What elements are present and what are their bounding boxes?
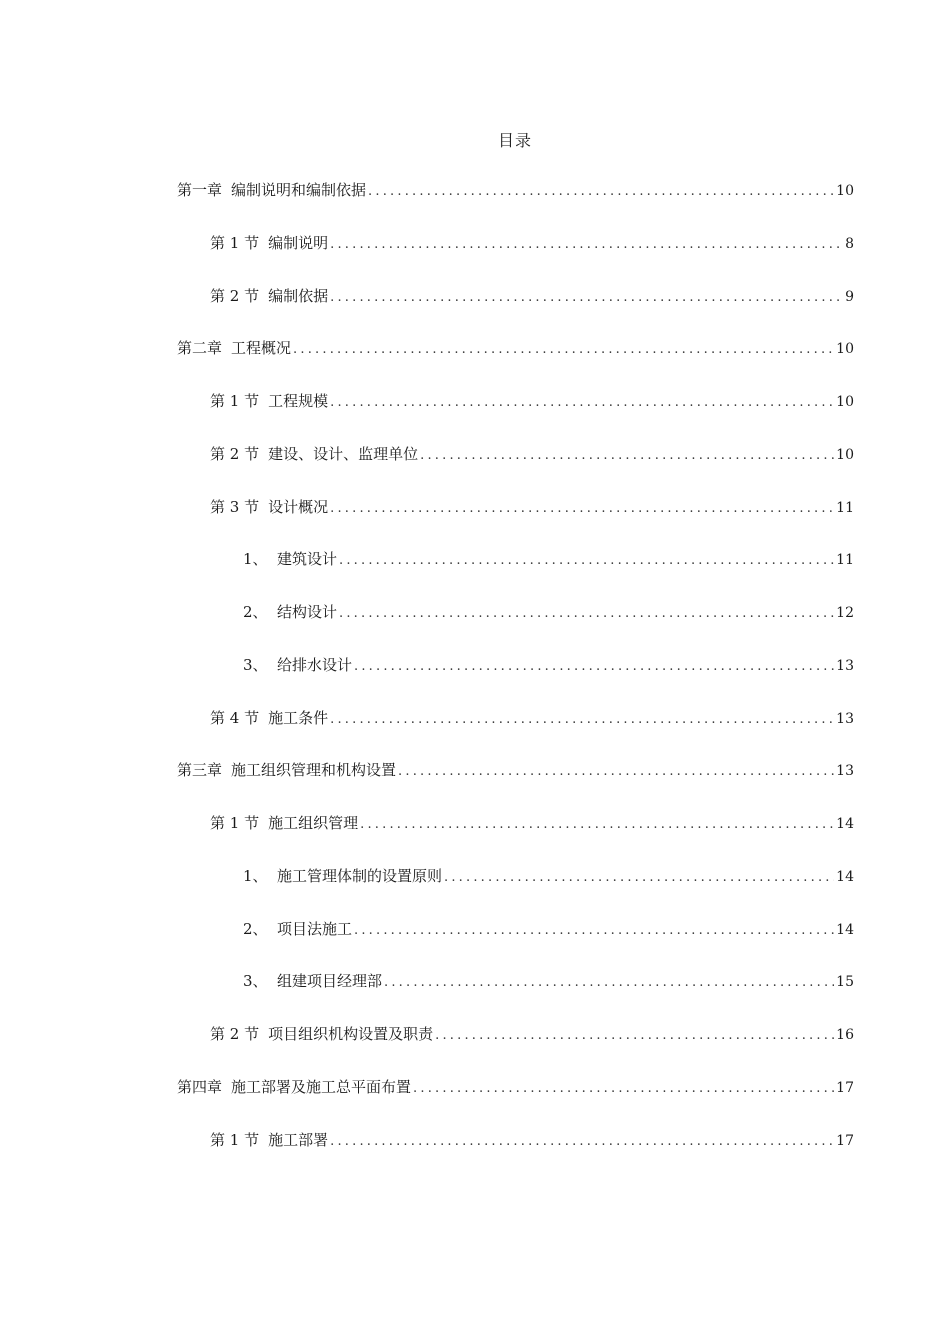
toc-entry-text: 建设、设计、监理单位 — [268, 444, 419, 463]
toc-entry-page-number: 16 — [836, 1027, 854, 1043]
toc-entry-text: 编制说明和编制依据 — [231, 181, 367, 199]
toc-entry-text: 工程规模 — [268, 392, 329, 410]
toc-entry-prefix: 第 1 节 — [210, 392, 260, 410]
toc-entry-prefix: 第一章 — [177, 181, 223, 199]
toc-entry-prefix: 1、 — [243, 550, 268, 569]
toc-entry-page-number: 14 — [836, 816, 854, 832]
toc-entry-section[interactable] — [0, 286, 950, 339]
dot-leader — [330, 710, 834, 730]
dot-leader — [330, 1132, 834, 1152]
toc-entry-text: 给排水设计 — [277, 655, 353, 674]
toc-entry-subsection[interactable] — [0, 549, 950, 602]
toc-entry-prefix: 第 1 节 — [210, 233, 260, 252]
toc-entry-section[interactable] — [0, 233, 950, 286]
toc-entry-subsection[interactable] — [0, 655, 950, 708]
toc-entry-prefix: 第 1 节 — [210, 814, 260, 832]
toc-entry-page-number: 11 — [836, 499, 854, 516]
toc-entry-page-number: 14 — [836, 868, 854, 885]
toc-entry-text: 建筑设计 — [277, 550, 338, 569]
toc-entry-page-number: 10 — [836, 446, 854, 463]
toc-entry-prefix: 第 2 节 — [210, 444, 260, 463]
toc-entry-page-number: 13 — [836, 710, 854, 727]
dot-leader — [330, 235, 843, 255]
toc-entry-section[interactable] — [0, 391, 950, 444]
toc-entry-text: 结构设计 — [277, 603, 338, 621]
toc-entry-text: 工程概况 — [231, 339, 292, 358]
toc-entry-prefix: 第 2 节 — [210, 1025, 260, 1043]
toc-entry-section[interactable] — [0, 813, 950, 866]
dot-leader — [360, 815, 834, 835]
toc-entry-text: 项目组织机构设置及职责 — [268, 1025, 434, 1043]
toc-entry-chapter-3[interactable] — [0, 760, 950, 813]
toc-entry-prefix: 1、 — [243, 866, 268, 885]
toc-entry-text: 组建项目经理部 — [277, 972, 383, 991]
toc-entry-section[interactable] — [0, 444, 950, 497]
toc-entry-page-number: 14 — [836, 921, 854, 938]
dot-leader — [398, 762, 834, 782]
dot-leader — [339, 604, 834, 624]
toc-entry-page-number: 17 — [836, 1132, 854, 1149]
toc-entry-subsection[interactable] — [0, 602, 950, 655]
dot-leader — [368, 182, 834, 202]
toc-entry-text: 编制说明 — [268, 233, 329, 252]
dot-leader — [339, 551, 834, 571]
toc-entry-prefix: 第 2 节 — [210, 286, 260, 305]
toc-entry-text: 施工部署及施工总平面布置 — [231, 1077, 412, 1096]
toc-entry-prefix: 第 3 节 — [210, 497, 260, 516]
toc-entry-text: 施工部署 — [268, 1130, 329, 1149]
toc-entry-text: 编制依据 — [268, 286, 329, 305]
toc-title: 目录 — [497, 131, 532, 150]
toc-entry-page-number: 10 — [836, 341, 854, 358]
dot-leader — [354, 657, 834, 677]
toc-entry-page-number: 15 — [836, 974, 854, 991]
dot-leader — [444, 868, 834, 888]
dot-leader — [330, 499, 834, 519]
toc-entry-page-number: 10 — [836, 394, 854, 410]
toc-entry-section[interactable] — [0, 1024, 950, 1077]
toc-entry-page-number: 10 — [836, 183, 854, 199]
toc-entry-section[interactable] — [0, 497, 950, 550]
toc-entry-text: 施工组织管理和机构设置 — [231, 761, 397, 780]
toc-entry-chapter-1[interactable] — [0, 180, 950, 233]
toc-entry-chapter-2[interactable] — [0, 338, 950, 391]
toc-entry-prefix: 第三章 — [177, 761, 223, 780]
toc-entry-section[interactable] — [0, 708, 950, 761]
dot-leader — [435, 1026, 834, 1046]
toc-entry-subsection[interactable] — [0, 919, 950, 972]
toc-entry-text: 施工条件 — [268, 708, 329, 727]
toc-entry-prefix: 第 4 节 — [210, 708, 260, 727]
dot-leader — [413, 1079, 834, 1099]
toc-entry-chapter-4[interactable] — [0, 1077, 950, 1130]
toc-entry-prefix: 第四章 — [177, 1077, 223, 1096]
toc-entry-prefix: 第 1 节 — [210, 1130, 260, 1149]
toc-entry-section[interactable] — [0, 1130, 950, 1183]
toc-list — [0, 180, 950, 1182]
toc-entry-page-number: 13 — [836, 657, 854, 674]
dot-leader — [330, 393, 834, 413]
toc-entry-prefix: 2、 — [243, 603, 268, 621]
toc-entry-prefix: 3、 — [243, 655, 268, 674]
toc-entry-page-number: 12 — [836, 605, 854, 621]
toc-entry-page-number: 8 — [845, 235, 854, 252]
toc-entry-subsection[interactable] — [0, 866, 950, 919]
toc-entry-page-number: 11 — [836, 552, 854, 569]
toc-entry-page-number: 13 — [836, 763, 854, 780]
dot-leader — [384, 973, 834, 993]
dot-leader — [330, 288, 843, 308]
toc-entry-text: 施工组织管理 — [268, 814, 359, 832]
toc-entry-text: 设计概况 — [268, 497, 329, 516]
toc-entry-text: 施工管理体制的设置原则 — [277, 866, 443, 885]
toc-entry-page-number: 9 — [845, 288, 854, 305]
toc-entry-prefix: 第二章 — [177, 339, 223, 358]
dot-leader — [293, 340, 834, 360]
toc-entry-page-number: 17 — [836, 1079, 854, 1096]
toc-entry-text: 项目法施工 — [277, 919, 353, 938]
dot-leader — [420, 446, 834, 466]
toc-entry-prefix: 3、 — [243, 972, 268, 991]
dot-leader — [354, 921, 834, 941]
toc-entry-prefix: 2、 — [243, 919, 268, 938]
toc-entry-subsection[interactable] — [0, 971, 950, 1024]
